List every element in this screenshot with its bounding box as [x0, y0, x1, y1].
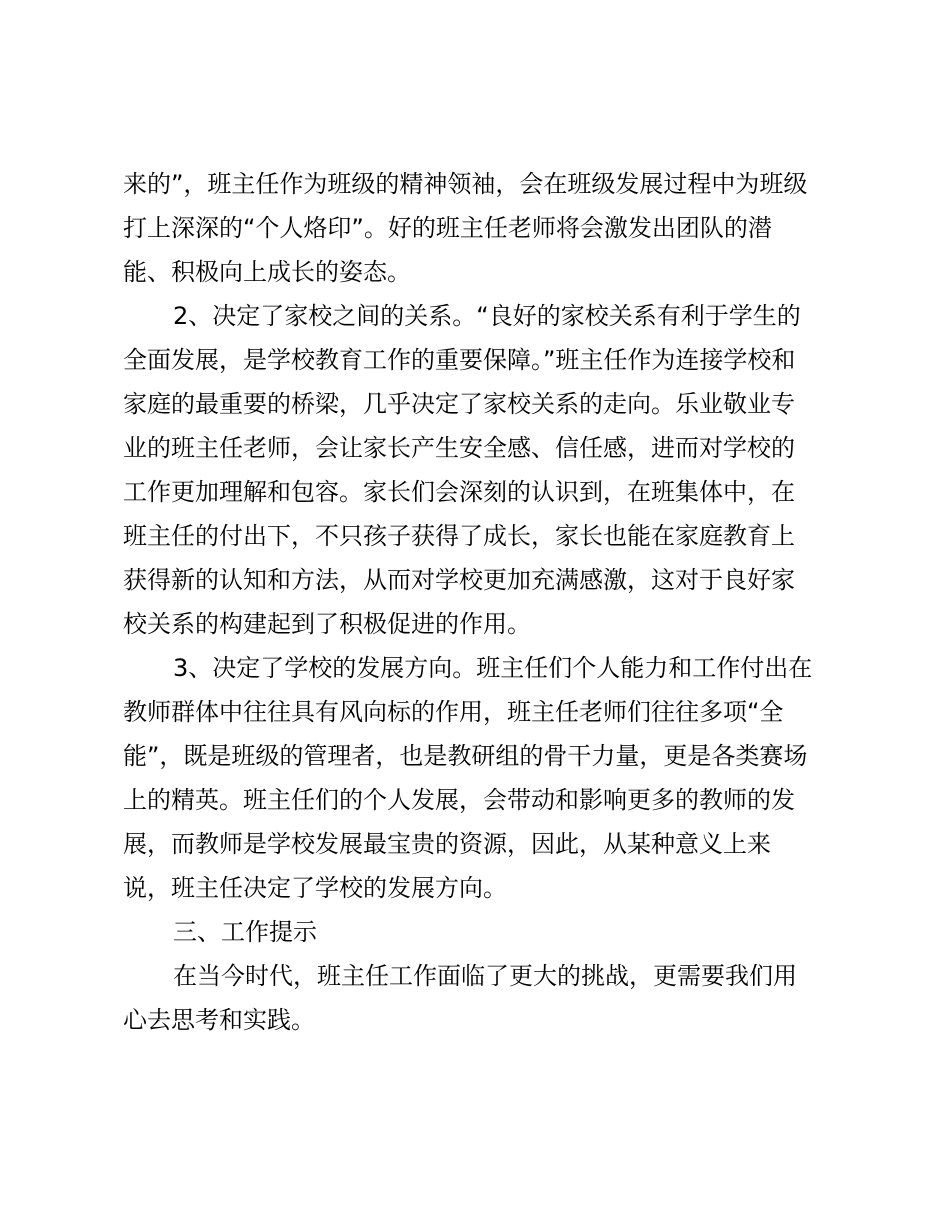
text-line: 获得新的认知和方法，从而对学校更加充满感激，这对于良好家: [123, 566, 795, 594]
text-line: 3、决定了学校的发展方向。班主任们个人能力和工作付出在: [173, 654, 813, 682]
text-line: 全面发展，是学校教育工作的重要保障。”班主任作为连接学校和: [123, 346, 796, 374]
text-line: 教师群体中往往具有风向标的作用，班主任老师们往往多项“全: [123, 698, 784, 726]
text-line: 来的”，班主任作为班级的精神领袖，会在班级发展过程中为班级: [123, 170, 808, 198]
text-line: 校关系的构建起到了积极促进的作用。: [123, 610, 531, 638]
text-line: 展，而教师是学校发展最宝贵的资源，因此，从某种意义上来: [123, 830, 771, 858]
text-line: 2、决定了家校之间的关系。“良好的家校关系有利于学生的: [173, 302, 801, 330]
text-line: 家庭的最重要的桥梁，几乎决定了家校关系的走向。乐业敬业专: [123, 390, 795, 418]
text-line: 在当今时代，班主任工作面临了更大的挑战，更需要我们用: [173, 962, 797, 990]
text-line: 上的精英。班主任们的个人发展，会带动和影响更多的教师的发: [123, 786, 795, 814]
text-line: 班主任的付出下，不只孩子获得了成长，家长也能在家庭教育上: [123, 522, 795, 550]
text-line: 业的班主任老师，会让家长产生安全感、信任感，进而对学校的: [123, 434, 795, 462]
text-line: 工作更加理解和包容。家长们会深刻的认识到，在班集体中，在: [123, 478, 795, 506]
section-heading: 三、工作提示: [173, 918, 317, 946]
text-line: 心去思考和实践。: [123, 1006, 315, 1034]
text-line: 打上深深的“个人烙印”。好的班主任老师将会激发出团队的潜: [123, 214, 772, 242]
text-line: 说，班主任决定了学校的发展方向。: [123, 874, 507, 902]
text-line: 能”，既是班级的管理者，也是教研组的骨干力量，更是各类赛场: [123, 742, 808, 770]
text-line: 能、积极向上成长的姿态。: [123, 258, 411, 286]
